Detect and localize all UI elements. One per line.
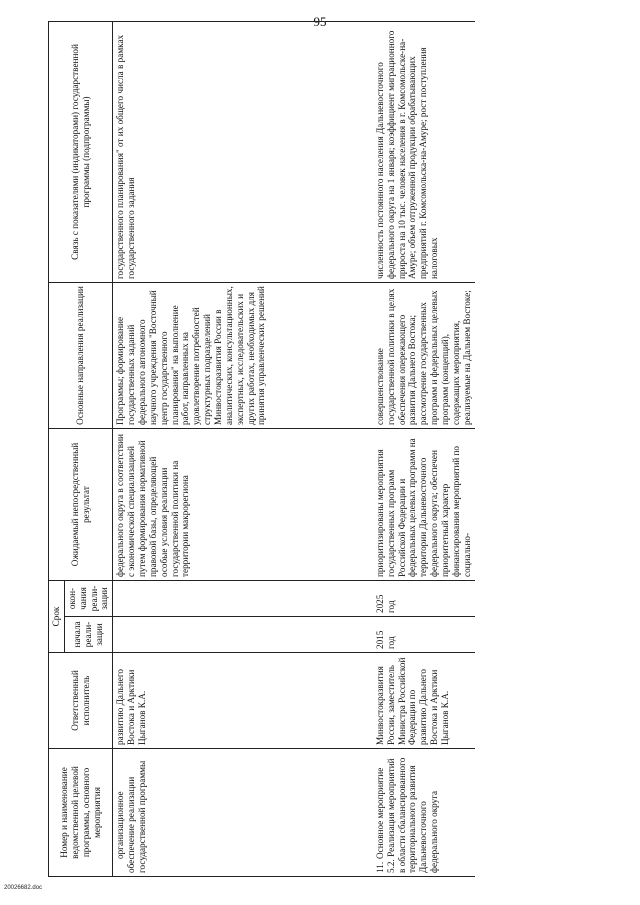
row-number: 11. — [374, 861, 385, 873]
cell-executor: развитию Дальнего Востока и Арктики Цыганов К.А. — [113, 653, 373, 749]
table-row — [373, 22, 475, 877]
page-number: 95 — [313, 14, 327, 29]
cell-program-name — [113, 749, 373, 877]
cell-directions: совершенствование государственной политики в целях обеспечения опережающего развития Дальнего Востока; рассмотрение государственных программ и федеральных целевых программ (концепций), содержащих мероприятия, реализуемые на Дальнем Востоке; — [373, 283, 475, 429]
cell-result: федерального округа в соответствии с экономической специализацией путем формирования нормативной правовой базы, определяющей особые условия реализации государственной политики на территории макрорегиона — [113, 429, 373, 581]
header-result: Ожидаемый непосредственный результат — [49, 429, 113, 581]
cell-executor: Минвостокразвития России, заместитель Министра Российской Федерации по развитию Дальнего Востока и Арктики Цыганов К.А. — [373, 653, 475, 749]
cell-result: приоритизированы мероприятия государственных программ Российской Федерации и федеральных целевых программ на территории Дальневосточного федерального округа; обеспечен приоритетный характер финансирования мероприятий по социально- — [373, 429, 475, 581]
rotated-table-container — [48, 22, 608, 877]
program-name-text: организационное обеспечение реализации государственной программы — [115, 760, 148, 873]
cell-term-start — [113, 617, 373, 653]
cell-directions: Программы; формирование государственных заданий федерального автономного научного учреждения "Восточный центр государственного планирования" на выполнение работ, направленных на удовлетворение потребностей структурных подразделений Минвостокразвития России в аналитических, консультационных, экспертных, исследовательских и других работах, необходимых для принятия управленческих решений — [113, 283, 373, 429]
cell-term-start: 2015 год — [373, 617, 475, 653]
table-row — [113, 22, 373, 877]
header-term-start: начала реали-зации — [64, 617, 112, 653]
program-table — [48, 21, 475, 877]
header-indicators: Связь с показателями (индикаторами) государственной программы (подпрограммы) — [49, 22, 113, 283]
cell-program-name — [373, 749, 475, 877]
header-directions: Основные направления реализации — [49, 283, 113, 429]
cell-indicators: государственного планирования" от их общего числа в рамках государственного задания — [113, 22, 373, 283]
footer-filename: 20026682.doc — [4, 885, 43, 891]
program-name-text: Основное мероприятие 5.2. Реализация мероприятий в области сбалансированного территориального развития Дальневосточного федерального округа — [374, 757, 440, 873]
cell-indicators: численность постоянного населения Дальневосточного федерального округа на 1 января; коэффициент миграционного прироста на 10 тыс. человек населения в г. Комсомольске-на-Амуре; объем отгруженной продукции обрабатывающих предприятий г. Комсомольска-на-Амуре; рост поступления налоговых — [373, 22, 475, 283]
header-executor: Ответственный исполнитель — [49, 653, 113, 749]
header-term-end: окон-чания реали-зации — [64, 581, 112, 617]
header-term: Срок — [49, 581, 65, 653]
header-program-name: Номер и наименование ведомственной целевой программы, основного мероприятия — [49, 749, 113, 877]
cell-term-end — [113, 581, 373, 617]
cell-term-end: 2025 год — [373, 581, 475, 617]
